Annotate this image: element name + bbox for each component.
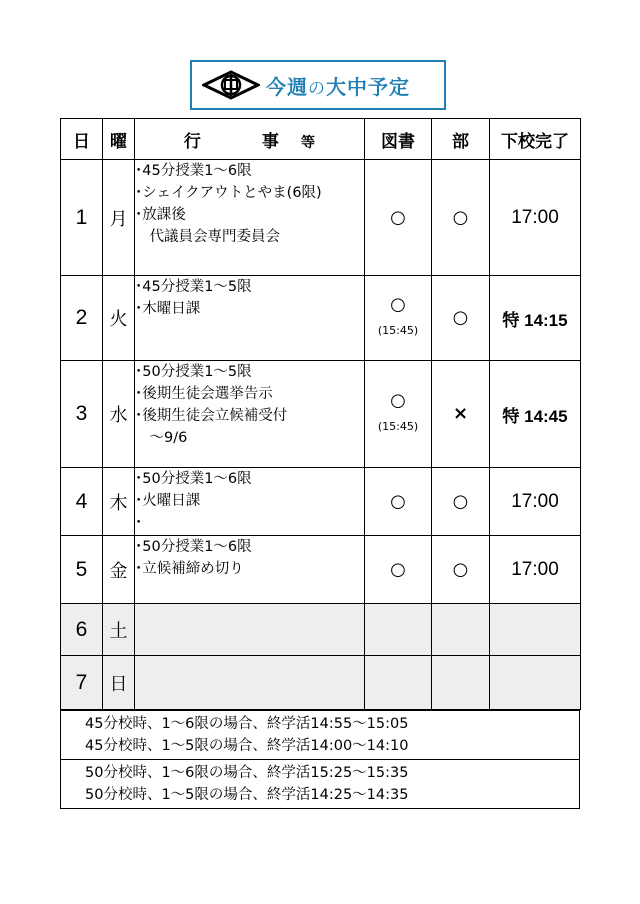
events-cell bbox=[135, 468, 365, 536]
library-cell bbox=[365, 468, 432, 536]
dismissal-time: 特 14:15 bbox=[490, 276, 581, 361]
library-hours: (15:45) bbox=[377, 420, 419, 433]
schedule-row bbox=[61, 468, 581, 536]
library-status: ○ bbox=[390, 294, 406, 315]
library-status: ○ bbox=[390, 558, 406, 580]
notes-group-45min bbox=[61, 711, 579, 759]
library-cell bbox=[365, 361, 432, 468]
library-hours: (15:45) bbox=[377, 324, 419, 337]
event-item: ･シェイクアウトとやま(6限) bbox=[135, 185, 322, 201]
dismissal-time: 17:00 bbox=[490, 160, 581, 276]
schedule-row bbox=[61, 536, 581, 604]
library-cell bbox=[365, 604, 432, 656]
events-cell bbox=[135, 361, 365, 468]
event-item: ･立候補締め切り bbox=[135, 561, 244, 577]
dismissal-time: 特 14:45 bbox=[490, 361, 581, 468]
page-title: 今週の大中予定 bbox=[266, 74, 410, 99]
day-number: 2 bbox=[61, 276, 103, 361]
day-number: 6 bbox=[61, 604, 103, 656]
table-header-row bbox=[61, 119, 581, 160]
event-item: ･50分授業1～6限 bbox=[135, 539, 252, 555]
header-day: 日 bbox=[61, 119, 103, 160]
day-number: 3 bbox=[61, 361, 103, 468]
events-cell bbox=[135, 160, 365, 276]
notes-group-50min bbox=[61, 759, 579, 808]
club-status: ○ bbox=[432, 160, 490, 276]
events-cell bbox=[135, 276, 365, 361]
event-item: ･45分授業1～6限 bbox=[135, 163, 252, 179]
library-status: ○ bbox=[390, 390, 406, 411]
dismissal-time: 17:00 bbox=[490, 468, 581, 536]
header-event: 行 事等 bbox=[135, 119, 365, 160]
school-emblem-icon bbox=[202, 70, 260, 100]
library-cell bbox=[365, 536, 432, 604]
day-of-week: 金 bbox=[103, 536, 135, 604]
event-item: ･後期生徒会立候補受付 bbox=[135, 408, 288, 424]
event-item: ･50分授業1～5限 bbox=[135, 364, 252, 380]
event-item: ～9/6 bbox=[135, 430, 188, 446]
event-item: ･後期生徒会選挙告示 bbox=[135, 386, 273, 402]
club-status: ○ bbox=[432, 276, 490, 361]
day-of-week: 水 bbox=[103, 361, 135, 468]
day-of-week: 土 bbox=[103, 604, 135, 656]
day-number: 5 bbox=[61, 536, 103, 604]
club-status: ○ bbox=[432, 468, 490, 536]
day-number: 4 bbox=[61, 468, 103, 536]
header-dow: 曜 bbox=[103, 119, 135, 160]
library-status: ○ bbox=[390, 206, 406, 228]
event-item: ･50分授業1～6限 bbox=[135, 471, 252, 487]
note-line: 50分校時、1～5限の場合、終学活14:25～14:35 bbox=[85, 787, 409, 803]
note-line: 50分校時、1～6限の場合、終学活15:25～15:35 bbox=[85, 765, 409, 781]
schedule-row bbox=[61, 160, 581, 276]
day-of-week: 木 bbox=[103, 468, 135, 536]
title-banner bbox=[190, 60, 446, 110]
dismissal-time bbox=[490, 656, 581, 710]
event-item: ･放課後 bbox=[135, 207, 186, 223]
header-library: 図書 bbox=[365, 119, 432, 160]
dismissal-notes bbox=[60, 710, 580, 809]
events-cell bbox=[135, 604, 365, 656]
event-item: ･木曜日課 bbox=[135, 301, 201, 317]
note-line: 45分校時、1～6限の場合、終学活14:55～15:05 bbox=[85, 716, 409, 732]
day-of-week: 火 bbox=[103, 276, 135, 361]
schedule-row bbox=[61, 604, 581, 656]
day-number: 7 bbox=[61, 656, 103, 710]
library-cell bbox=[365, 656, 432, 710]
event-item: ･45分授業1～5限 bbox=[135, 279, 252, 295]
events-cell bbox=[135, 536, 365, 604]
schedule-row bbox=[61, 656, 581, 710]
club-status bbox=[432, 656, 490, 710]
dismissal-time bbox=[490, 604, 581, 656]
club-status: ○ bbox=[432, 536, 490, 604]
day-of-week: 月 bbox=[103, 160, 135, 276]
header-club: 部 bbox=[432, 119, 490, 160]
note-line: 45分校時、1～5限の場合、終学活14:00～14:10 bbox=[85, 738, 409, 754]
day-number: 1 bbox=[61, 160, 103, 276]
header-dismissal: 下校完了 bbox=[490, 119, 581, 160]
library-cell bbox=[365, 160, 432, 276]
library-cell bbox=[365, 276, 432, 361]
event-item: ･ bbox=[135, 515, 143, 531]
schedule-row bbox=[61, 361, 581, 468]
event-item: ･火曜日課 bbox=[135, 493, 201, 509]
weekly-schedule-table bbox=[60, 118, 581, 710]
events-cell bbox=[135, 656, 365, 710]
club-status bbox=[432, 604, 490, 656]
schedule-row bbox=[61, 276, 581, 361]
event-item: 代議員会専門委員会 bbox=[135, 229, 280, 245]
dismissal-time: 17:00 bbox=[490, 536, 581, 604]
library-status: ○ bbox=[390, 490, 406, 512]
club-status: × bbox=[432, 361, 490, 468]
day-of-week: 日 bbox=[103, 656, 135, 710]
